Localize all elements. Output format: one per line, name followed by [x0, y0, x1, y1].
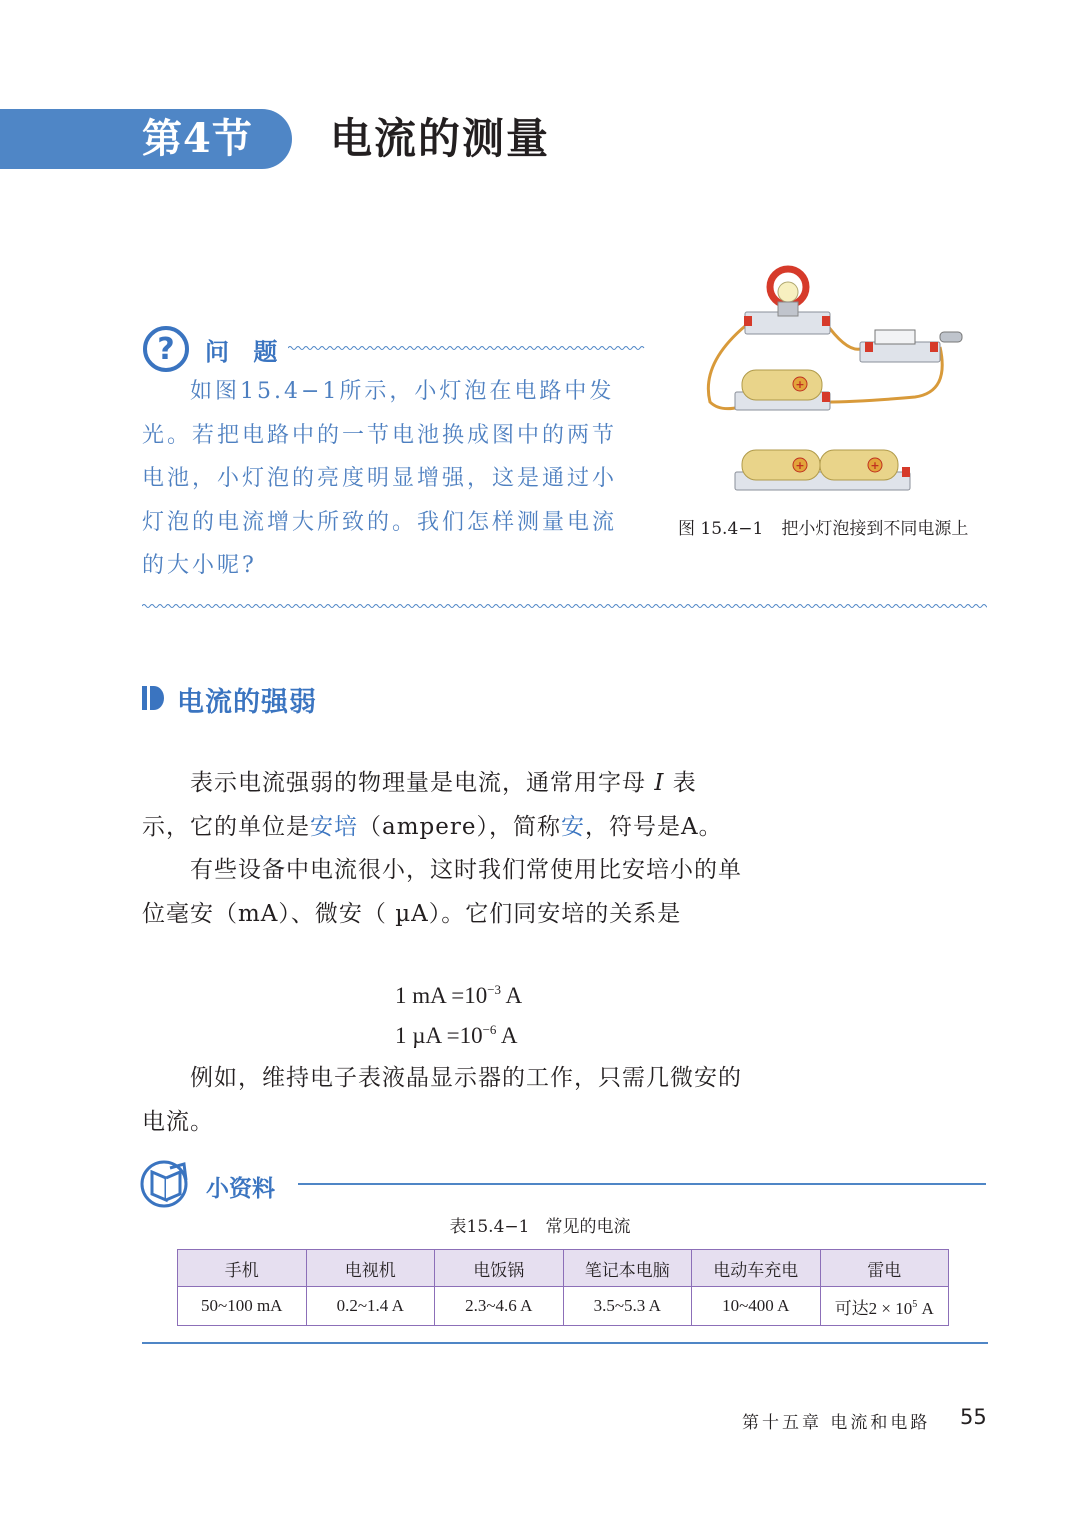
text-run: 表示电流强弱的物理量是电流，通常用字母 [190, 770, 655, 796]
bulb-icon [778, 282, 798, 302]
equation-unit: A [496, 1023, 518, 1048]
table-header-cell: 电视机 [306, 1250, 435, 1287]
table-cell: 50~100 mA [178, 1287, 307, 1326]
equation-unit: A [501, 983, 523, 1008]
figure-caption-number: 图 15.4−1 [678, 519, 764, 539]
lightning-value: 可达2 × 10 [834, 1298, 913, 1318]
term-ampere: 安培 [310, 813, 358, 840]
table-cell: 10~400 A [692, 1287, 821, 1326]
table-caption-text: 常见的电流 [545, 1217, 631, 1237]
footer-chapter-title: 第十五章 电流和电路 [742, 1413, 931, 1433]
battery-icon [742, 450, 820, 480]
equation-microampere [395, 1022, 518, 1049]
terminal [865, 342, 873, 352]
equation-base: 1 µA =10 [395, 1023, 483, 1048]
equation-base: 1 mA =10 [395, 983, 488, 1008]
table-header-cell: 笔记本电脑 [563, 1250, 692, 1287]
figure-caption-text: 把小灯泡接到不同电源上 [781, 519, 969, 539]
wire [825, 322, 865, 349]
question-line: 灯泡的电流增大所致的。我们怎样测量电流 [142, 509, 618, 535]
subsection-marker-icon [142, 686, 164, 710]
info-heading: 小资料 [206, 1176, 275, 1202]
terminal [902, 467, 910, 477]
question-bottom-wavy-rule [142, 603, 987, 609]
figure-caption [678, 514, 968, 539]
info-rule [298, 1183, 986, 1185]
question-wavy-rule [288, 345, 646, 351]
table-cell-lightning [820, 1287, 949, 1326]
switch-lever [875, 330, 915, 344]
page-number: 55 [960, 1405, 987, 1429]
paragraph-example: 例如，维持电子表液晶显示器的工作，只需几微安的电流。 [142, 1065, 742, 1135]
table-cell: 3.5~5.3 A [563, 1287, 692, 1326]
question-line: 的大小呢? [142, 553, 257, 578]
paragraph-small-units: 有些设备中电流很小，这时我们常使用比安培小的单位毫安（mA）、微安（ µA）。它们同安培的关系是 [142, 857, 742, 927]
question-heading: 问 题 [205, 338, 286, 366]
text-run: 表 [664, 770, 697, 796]
switch-handle [940, 332, 962, 342]
equation-exponent: −6 [482, 1022, 497, 1037]
bulb-base [778, 302, 798, 316]
svg-text:+: + [795, 378, 805, 391]
table-caption [0, 1212, 1080, 1237]
table-cell: 2.3~4.6 A [435, 1287, 564, 1326]
table-header-cell: 雷电 [820, 1250, 949, 1287]
lightning-unit: A [917, 1298, 934, 1318]
battery-icon [742, 370, 822, 400]
question-line: 电池，小灯泡的亮度明显增强，这是通过小 [142, 466, 618, 491]
common-currents-table [177, 1249, 949, 1326]
symbol-i: I [654, 770, 665, 796]
terminal [744, 316, 752, 326]
subsection-title: 电流的强弱 [177, 687, 317, 718]
question-mark-icon [142, 325, 190, 373]
book-icon [140, 1160, 192, 1208]
terminal [822, 316, 830, 326]
table-header-cell: 电饭锅 [435, 1250, 564, 1287]
table-caption-number: 表15.4−1 [449, 1217, 530, 1237]
term-an: 安 [560, 813, 585, 840]
lightning-exponent: 5 [912, 1298, 918, 1310]
section-title: 电流的测量 [330, 114, 551, 163]
question-line: 如图15.4−1所示，小灯泡在电路中发 [190, 379, 615, 404]
table-header-row [178, 1250, 949, 1287]
battery-icon [820, 450, 898, 480]
text-run: （ampere），简称 [358, 813, 561, 840]
equation-exponent: −3 [487, 982, 502, 997]
info-bottom-rule [142, 1342, 988, 1344]
svg-text:+: + [795, 459, 805, 472]
table-row [178, 1287, 949, 1326]
circuit-figure [700, 262, 980, 502]
svg-text:+: + [870, 459, 880, 472]
table-header-cell: 电动车充电 [692, 1250, 821, 1287]
table-cell: 0.2~1.4 A [306, 1287, 435, 1326]
svg-text:?: ? [157, 332, 175, 367]
table-header-cell: 手机 [178, 1250, 307, 1287]
terminal [822, 392, 830, 402]
equation-milliampere [395, 982, 522, 1009]
section-number: 第4节 [142, 115, 253, 162]
question-line: 光。若把电路中的一节电池换成图中的两节 [142, 422, 618, 448]
text-run: ，符号是A。 [584, 813, 723, 840]
terminal [930, 342, 938, 352]
question-text [142, 370, 622, 588]
text-run: 示，它的单位是 [142, 813, 310, 840]
paragraph-current-definition [142, 762, 742, 849]
